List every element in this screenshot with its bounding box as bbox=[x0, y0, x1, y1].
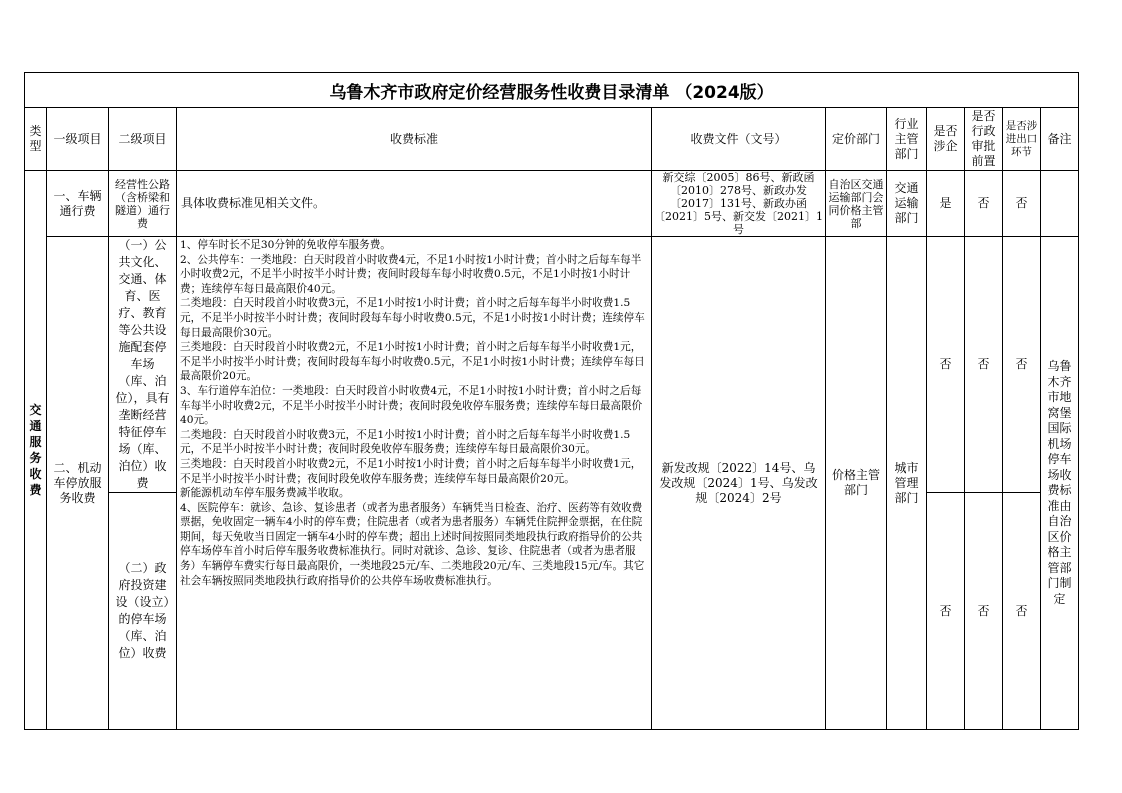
parking-level1: 二、机动车停放服务收费 bbox=[47, 237, 109, 730]
toll-remark bbox=[1041, 171, 1079, 237]
table-header-row bbox=[25, 108, 1079, 171]
header-industry-dept: 行业主管部门 bbox=[887, 108, 927, 171]
parking-a-involves-enterprise: 否 bbox=[927, 237, 965, 493]
standard-line: 2、公共停车：一类地段：白天时段首小时收费4元，不足1小时按1小时计费；首小时之后每车每半小时收费2元，不足半小时按半小时计费；夜间时段每车每小时收费0.5元，不足1小时按1小时计费；连续停车每日最高限价40元。 bbox=[180, 253, 642, 295]
toll-document: 新交综〔2005〕86号、新政函〔2010〕278号、新政办发〔2017〕131号、新政办函〔2021〕5号、新交发〔2021〕1号 bbox=[652, 171, 826, 237]
parking-level2-a: （一）公共文化、交通、体育、医疗、教育等公共设施配套停车场（库、泊位），具有垄断经营特征停车场（库、泊位）收费 bbox=[109, 237, 177, 493]
parking-industry-dept: 城市管理部门 bbox=[887, 237, 927, 730]
toll-level1: 一、车辆通行费 bbox=[47, 171, 109, 237]
toll-pricing-dept: 自治区交通运输部门会同价格主管部 bbox=[826, 171, 887, 237]
header-admin-approval: 是否行政审批前置 bbox=[965, 108, 1003, 171]
page-title: 乌鲁木齐市政府定价经营服务性收费目录清单 （2024版） bbox=[25, 73, 1079, 108]
header-import-export: 是否涉进出口环节 bbox=[1003, 108, 1041, 171]
table-row bbox=[25, 237, 1079, 493]
header-pricing-dept: 定价部门 bbox=[826, 108, 887, 171]
toll-industry-dept: 交通运输部门 bbox=[887, 171, 927, 237]
header-document: 收费文件（文号） bbox=[652, 108, 826, 171]
toll-level2: 经营性公路（含桥梁和隧道）通行费 bbox=[109, 171, 177, 237]
parking-b-involves-enterprise: 否 bbox=[927, 493, 965, 730]
category-label: 交通服务收费 bbox=[29, 403, 42, 497]
parking-b-admin-approval: 否 bbox=[965, 493, 1003, 730]
header-level1: 一级项目 bbox=[47, 108, 109, 171]
table-row bbox=[25, 171, 1079, 237]
category-cell bbox=[25, 171, 47, 730]
parking-level2-b: （二）政府投资建设（设立）的停车场（库、泊位）收费 bbox=[109, 493, 177, 730]
header-type: 类型 bbox=[25, 108, 47, 171]
parking-pricing-dept: 价格主管部门 bbox=[826, 237, 887, 730]
fee-catalog-table bbox=[24, 72, 1079, 730]
standard-line: 新能源机动车停车服务费减半收取。 bbox=[180, 487, 350, 500]
header-involves-enterprise: 是否涉企 bbox=[927, 108, 965, 171]
parking-a-import-export: 否 bbox=[1003, 237, 1041, 493]
standard-line: 二类地段：白天时段首小时收费3元，不足1小时按1小时计费；首小时之后每车每半小时收费1.5元，不足半小时按半小时计费；夜间时段每车每小时收费0.5元，不足1小时按1小时计费；连续停车每日最高限价30元。 bbox=[180, 297, 645, 339]
standard-line: 3、车行道停车泊位：一类地段：白天时段首小时收费4元，不足1小时按1小时计费；首小时之后每车每半小时收费2元，不足半小时按半小时计费；夜间时段免收停车服务费；连续停车每日最高限价40元。 bbox=[180, 384, 643, 427]
header-standard: 收费标准 bbox=[177, 108, 652, 171]
toll-standard: 具体收费标准见相关文件。 bbox=[177, 171, 652, 237]
parking-document: 新发改规〔2022〕14号、乌发改规〔2024〕1号、乌发改规〔2024〕2号 bbox=[652, 237, 826, 730]
standard-line: 三类地段：白天时段首小时收费2元，不足1小时按1小时计费；首小时之后每车每半小时收费1元，不足半小时按半小时计费；夜间时段免收停车服务费；连续停车每日最高限价20元。 bbox=[180, 457, 642, 485]
standard-line: 1、停车时长不足30分钟的免收停车服务费。 bbox=[180, 239, 391, 251]
parking-standard bbox=[177, 237, 652, 730]
toll-admin-approval: 否 bbox=[965, 171, 1003, 237]
standard-line: 二类地段：白天时段首小时收费3元，不足1小时按1小时计费；首小时之后每车每半小时收费1.5元，不足半小时按半小时计费；夜间时段免收停车服务费；连续停车每日最高限价30元。 bbox=[180, 428, 631, 456]
toll-involves-enterprise: 是 bbox=[927, 171, 965, 237]
header-remark: 备注 bbox=[1041, 108, 1079, 171]
parking-b-import-export: 否 bbox=[1003, 493, 1041, 730]
header-level2: 二级项目 bbox=[109, 108, 177, 171]
parking-remark: 乌鲁木齐市地窝堡国际机场停车场收费标准由自治区价格主管部门制定 bbox=[1041, 237, 1079, 730]
standard-line: 4、医院停车：就诊、急诊、复诊患者（或者为患者服务）车辆凭当日检查、治疗、医药等有效收费票据，免收固定一辆车4小时的停车费；住院患者（或者为患者服务）车辆凭住院押金票据，在住院期间，每天免收当日固定一辆车4小时的停车费；超出上述时间按照同类地段执行政府指导价的公共停车场停车首小时后停车服务收费标准执行。同时对就诊、急诊、复诊、住院患者（或者为患者服务）车辆停车费实行每日最高限价，一类地段25元/车、二类地段20元/车、三类地段15元/车。其它社会车辆按照同类地段执行政府指导价的公共停车场收费标准执行。 bbox=[180, 501, 645, 587]
parking-a-admin-approval: 否 bbox=[965, 237, 1003, 493]
standard-line: 三类地段：白天时段首小时收费2元，不足1小时按1小时计费；首小时之后每车每半小时收费1元，不足半小时按半小时计费；夜间时段每车每小时收费0.5元，不足1小时按1小时计费；连续停车每日最高限价20元。 bbox=[180, 341, 645, 383]
toll-import-export: 否 bbox=[1003, 171, 1041, 237]
